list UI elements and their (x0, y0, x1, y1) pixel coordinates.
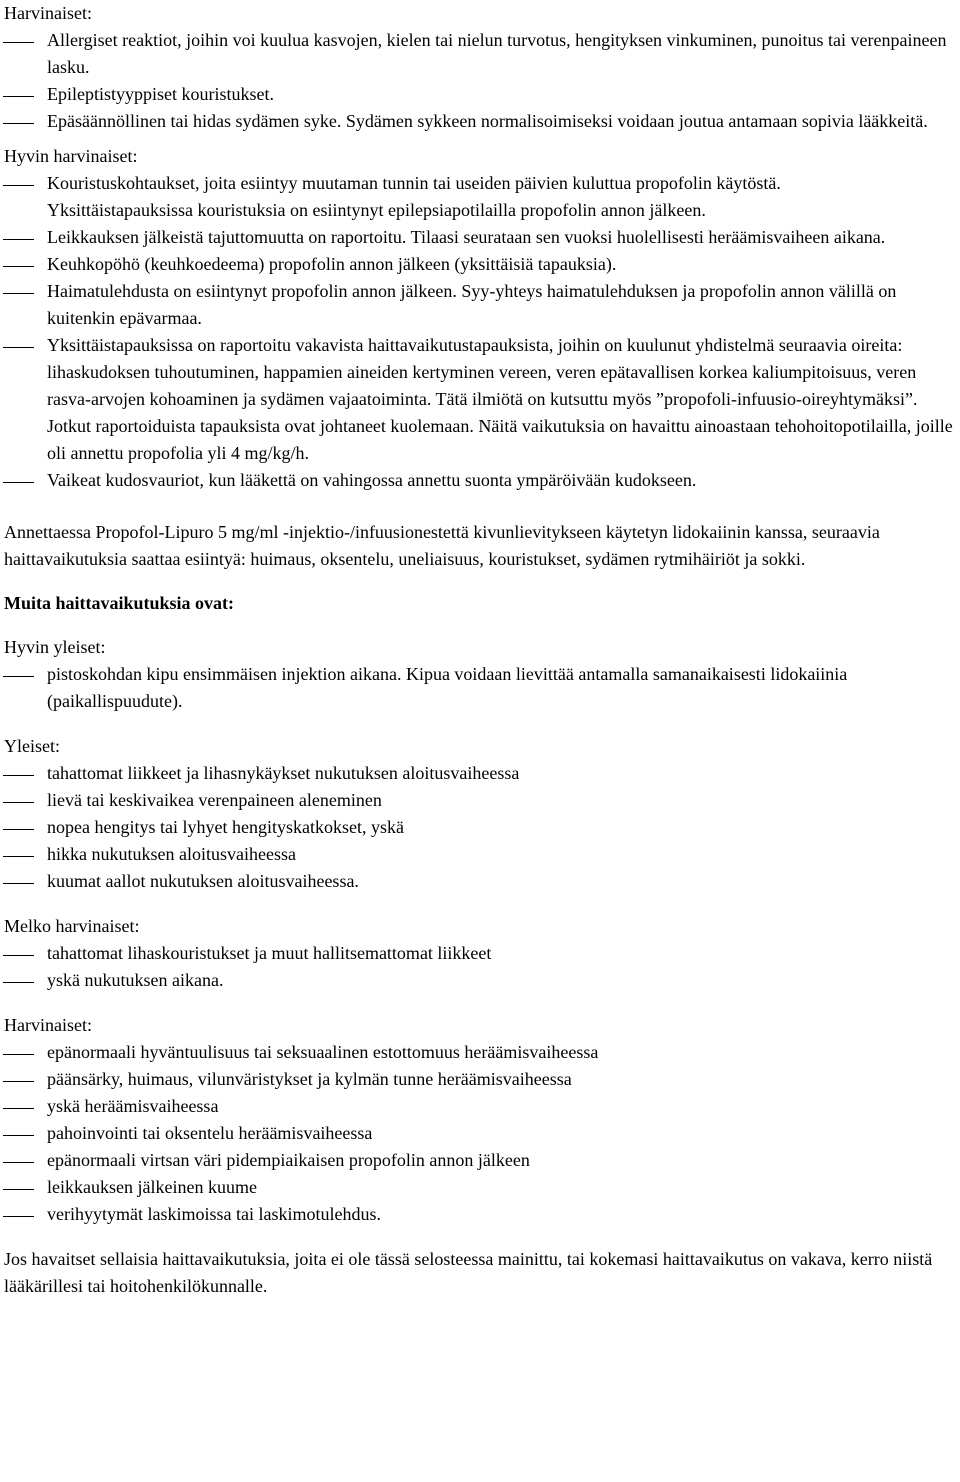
list-item: epänormaali hyväntuulisuus tai seksuaalinen estottomuus heräämisvaiheessa (47, 1042, 599, 1062)
section-rare-2 (4, 1012, 954, 1228)
list-item: pistoskohdan kipu ensimmäisen injektion aikana. Kipua voidaan lievittää antamalla samanaikaisesti lidokaiinia (paikallispuudute). (47, 664, 848, 711)
bullet-list (4, 27, 954, 135)
section-common (4, 733, 954, 895)
list-item: Keuhkopöhö (keuhkoedeema) propofolin annon jälkeen (yksittäisiä tapauksia). (47, 254, 617, 274)
list-item: tahattomat lihaskouristukset ja muut hallitsemattomat liikkeet (47, 943, 492, 963)
section-heading: Hyvin harvinaiset: (4, 146, 138, 166)
list-item: Haimatulehdusta on esiintynyt propofolin annon jälkeen. Syy-yhteys haimatulehduksen ja propofolin annon välillä on kuitenkin epävarmaa. (47, 281, 897, 328)
list-item: päänsärky, huimaus, vilunväristykset ja kylmän tunne heräämisvaiheessa (47, 1069, 572, 1089)
document (4, 0, 954, 1300)
list-item: hikka nukutuksen aloitusvaiheessa (47, 844, 296, 864)
list-item: nopea hengitys tai lyhyet hengityskatkokset, yskä (47, 817, 404, 837)
bullet-list (4, 760, 954, 895)
bullet-list (4, 661, 954, 715)
list-item: Kouristuskohtaukset, joita esiintyy muutaman tunnin tai useiden päivien kuluttua propofolin käytöstä. Yksittäistapauksissa kouristuksia on esiintynyt epilepsiapotilailla propofolin annon jälkeen. (47, 173, 781, 220)
list-item: lievä tai keskivaikea verenpaineen aleneminen (47, 790, 382, 810)
section-heading: Harvinaiset: (4, 3, 92, 23)
section-heading: Yleiset: (4, 736, 60, 756)
list-item: verihyytymät laskimoissa tai laskimotulehdus. (47, 1204, 381, 1224)
section-rare-1 (4, 0, 954, 135)
section-very-common (4, 634, 954, 715)
list-item: leikkauksen jälkeinen kuume (47, 1177, 257, 1197)
section-very-rare (4, 143, 954, 494)
section-heading: Melko harvinaiset: (4, 916, 140, 936)
list-item: Allergiset reaktiot, joihin voi kuulua kasvojen, kielen tai nielun turvotus, hengityksen vinkuminen, punoitus tai verenpaineen lasku. (47, 30, 947, 77)
reporting-paragraph: Jos havaitset sellaisia haittavaikutuksia, joita ei ole tässä selosteessa mainittu, tai kokemasi haittavaikutus on vakava, kerro niistä lääkärillesi tai hoitohenkilökunnalle. (4, 1249, 933, 1296)
bullet-list (4, 1039, 954, 1228)
list-item: kuumat aallot nukutuksen aloitusvaiheessa. (47, 871, 359, 891)
list-item: Epileptistyyppiset kouristukset. (47, 84, 274, 104)
bullet-list (4, 940, 954, 994)
list-item: Yksittäistapauksissa on raportoitu vakavista haittavaikutustapauksista, joihin on kuulunut yhdistelmä seuraavia oireita: lihaskudoksen tuhoutuminen, happamien aineiden kertyminen vereen, veren epätavallisen korkea kaliumpitoisuus, veren rasva-arvojen kohoaminen ja sydämen vajaatoiminta. Tätä ilmiötä on kutsuttu myös ”propofoli-infuusio-oireyhtymäksi”. Jotkut raportoiduista tapauksista ovat johtaneet kuolemaan. Näitä vaikutuksia on havaittu ainoastaan tehohoitopotilailla, joille oli annettu propofolia yli 4 mg/kg/h. (47, 335, 953, 463)
list-item: pahoinvointi tai oksentelu heräämisvaiheessa (47, 1123, 373, 1143)
bullet-list (4, 170, 954, 494)
list-item: Vaikeat kudosvauriot, kun lääkettä on vahingossa annettu suonta ympäröivään kudokseen. (47, 470, 697, 490)
list-item: epänormaali virtsan väri pidempiaikaisen propofolin annon jälkeen (47, 1150, 530, 1170)
list-item: Epäsäännöllinen tai hidas sydämen syke. Sydämen sykkeen normalisoimiseksi voidaan joutua antamaan sopivia lääkkeitä. (47, 111, 928, 131)
list-item: Leikkauksen jälkeistä tajuttomuutta on raportoitu. Tilaasi seurataan sen vuoksi huolellisesti heräämisvaiheen aikana. (47, 227, 886, 247)
section-uncommon (4, 913, 954, 994)
other-effects-heading: Muita haittavaikutuksia ovat: (4, 593, 235, 613)
lidocaine-paragraph: Annettaessa Propofol-Lipuro 5 mg/ml -injektio-/infuusionestettä kivunlievitykseen käytetyn lidokaiinin kanssa, seuraavia haittavaikutuksia saattaa esiintyä: huimaus, oksentelu, uneliaisuus, kouristukset, sydämen rytmihäiriöt ja sokki. (4, 522, 880, 569)
list-item: yskä heräämisvaiheessa (47, 1096, 219, 1116)
list-item: yskä nukutuksen aikana. (47, 970, 224, 990)
section-heading: Hyvin yleiset: (4, 637, 106, 657)
list-item: tahattomat liikkeet ja lihasnykäykset nukutuksen aloitusvaiheessa (47, 763, 520, 783)
section-heading: Harvinaiset: (4, 1015, 92, 1035)
